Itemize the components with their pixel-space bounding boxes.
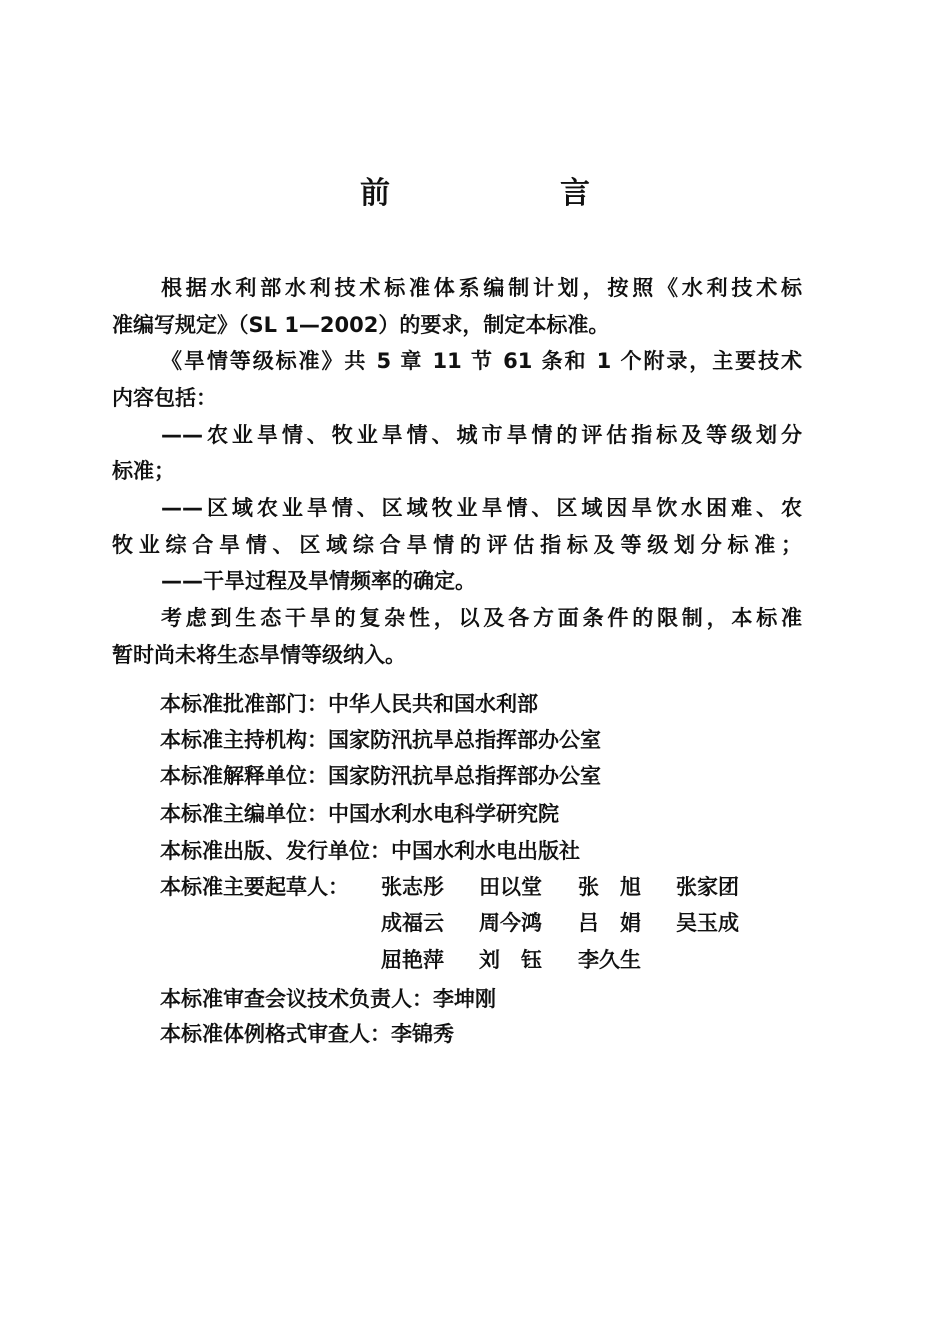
drafter-name: 屈艳萍 [381,948,444,972]
paragraph-line: 暂时尚未将生态旱情等级纳入。 [112,643,406,667]
review-technical-lead: 本标准审查会议技术负责人：李坤刚 [160,987,496,1011]
drafter-name: 张 旭 [578,875,641,899]
drafter-name: 刘 钰 [479,948,542,972]
drafter-name: 张志彤 [381,875,444,899]
drafter-name: 张家团 [676,875,739,899]
approval-department: 本标准批准部门：中华人民共和国水利部 [160,692,538,716]
drafter-name: 田以堂 [479,875,542,899]
drafter-name: 吕 娟 [578,911,641,935]
list-item-line: 标准； [112,459,175,483]
list-item-line: ——区域农业旱情、区域牧业旱情、区域因旱饮水困难、农 [161,496,802,520]
host-organization: 本标准主持机构：国家防汛抗旱总指挥部办公室 [160,728,601,752]
drafter-name: 李久生 [578,948,641,972]
format-reviewer: 本标准体例格式审查人：李锦秀 [160,1022,454,1046]
publisher-unit: 本标准出版、发行单位：中国水利水电出版社 [160,839,580,863]
list-item-line: ——农业旱情、牧业旱情、城市旱情的评估指标及等级划分 [161,423,802,447]
paragraph-line: 根据水利部水利技术标准体系编制计划，按照《水利技术标 [161,276,802,300]
drafter-name: 成福云 [381,911,444,935]
drafter-name: 吴玉成 [676,911,739,935]
drafters-label: 本标准主要起草人： [160,875,349,899]
paragraph-line: 考虑到生态干旱的复杂性，以及各方面条件的限制，本标准 [161,606,802,630]
list-item-line: 牧业综合旱情、区域综合旱情的评估指标及等级划分标准； [112,533,802,557]
drafter-name: 周今鸿 [479,911,542,935]
page-title: 前 言 [360,176,660,211]
paragraph-line: 内容包括： [112,386,217,410]
list-item-line: ——干旱过程及旱情频率的确定。 [161,569,476,593]
chief-editor-unit: 本标准主编单位：中国水利水电科学研究院 [160,802,559,826]
paragraph-line: 准编写规定》（SL 1—2002）的要求，制定本标准。 [112,313,610,337]
interpretation-unit: 本标准解释单位：国家防汛抗旱总指挥部办公室 [160,764,601,788]
paragraph-line: 《旱情等级标准》共 5 章 11 节 61 条和 1 个附录，主要技术 [161,349,802,373]
